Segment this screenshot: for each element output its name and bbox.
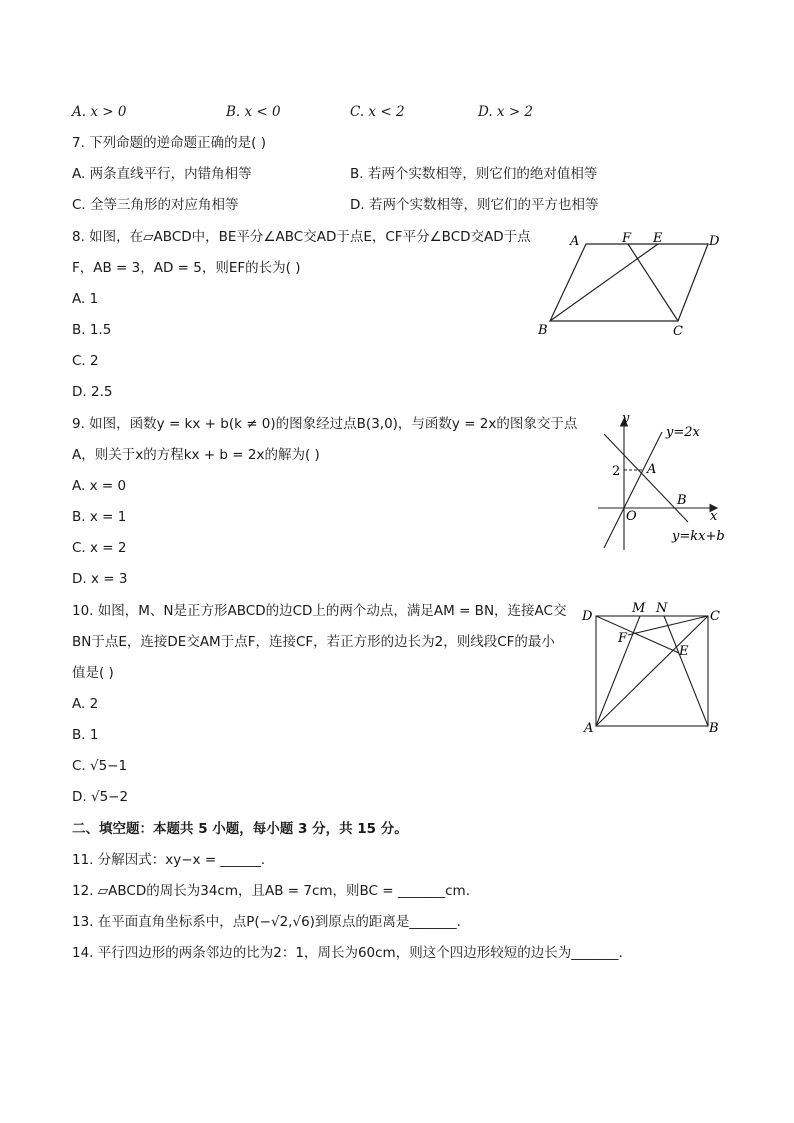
- q10-option-b: B. 1: [72, 727, 99, 743]
- q6-option-d: D. x > 2: [478, 104, 534, 120]
- q12-text: 12. ▱ABCD的周长为34cm，且AB = 7cm，则BC = _______cm.: [72, 883, 470, 899]
- q8-option-c: C. 2: [72, 353, 99, 369]
- label-a: A: [647, 462, 657, 477]
- axis-label-y: y: [622, 412, 630, 426]
- label-c: C: [710, 609, 720, 624]
- q8-option-b: B. 1.5: [72, 322, 112, 338]
- q8-parallelogram-figure: [530, 228, 730, 343]
- q14-text: 14. 平行四边形的两条邻边的比为2：1，周长为60cm，则这个四边形较短的边长为_______.: [72, 945, 623, 961]
- label-f: F: [618, 631, 628, 646]
- q9-stem-line2: A，则关于x的方程kx + b = 2x的解为( ): [72, 447, 320, 463]
- q6-option-c: C. x < 2: [350, 104, 405, 120]
- label-b: B: [709, 721, 719, 736]
- q10-option-a: A. 2: [72, 696, 99, 712]
- label-e: E: [679, 644, 689, 659]
- q7-option-c: C. 全等三角形的对应角相等: [72, 197, 239, 213]
- q10-option-d: D. √5−2: [72, 789, 129, 805]
- q8-stem-line2: F，AB = 3，AD = 5，则EF的长为( ): [72, 260, 301, 276]
- label-n: N: [656, 601, 668, 616]
- label-a: A: [570, 234, 580, 249]
- label-b: B: [538, 323, 548, 338]
- label-m: M: [632, 601, 646, 616]
- q10-stem-line1: 10. 如图，M、N是正方形ABCD的边CD上的两个动点，满足AM = BN，连接AC交: [72, 603, 567, 619]
- q8-option-a: A. 1: [72, 291, 99, 307]
- axis-label-x: x: [710, 509, 718, 524]
- label-y-kx-b: y=kx+b: [672, 529, 725, 544]
- label-b: B: [677, 493, 687, 508]
- segment-bn: [664, 616, 708, 726]
- q8-option-d: D. 2.5: [72, 384, 113, 400]
- q7-option-b: B. 若两个实数相等，则它们的绝对值相等: [350, 166, 598, 182]
- q7-option-a: A. 两条直线平行，内错角相等: [72, 166, 252, 182]
- q9-function-graph: [590, 412, 730, 557]
- q10-stem-line2: BN于点E，连接DE交AM于点F，连接CF，若正方形的边长为2，则线段CF的最小: [72, 634, 555, 650]
- q6-option-a: A. x > 0: [72, 104, 127, 120]
- q9-option-b: B. x = 1: [72, 509, 127, 525]
- label-o: O: [626, 509, 637, 524]
- section-2-heading: 二、填空题：本题共 5 小题，每小题 3 分，共 15 分。: [72, 821, 408, 837]
- q7-stem: 7. 下列命题的逆命题正确的是( ): [72, 135, 266, 151]
- label-e: E: [653, 231, 663, 246]
- label-c: C: [673, 324, 683, 339]
- parallelogram-abcd: [550, 244, 708, 321]
- q9-option-a: A. x = 0: [72, 478, 127, 494]
- label-d: D: [582, 609, 593, 624]
- segment-cf: [628, 616, 708, 635]
- q7-option-d: D. 若两个实数相等，则它们的平方也相等: [350, 197, 599, 213]
- label-a: A: [584, 721, 594, 736]
- line-y-2x: [604, 432, 662, 548]
- bisector-be: [550, 244, 658, 321]
- q11-text: 11. 分解因式：xy−x = ______.: [72, 852, 266, 868]
- q6-option-b: B. x < 0: [226, 104, 281, 120]
- tick-label-2: 2: [612, 464, 621, 479]
- label-f: F: [622, 231, 632, 246]
- q9-option-c: C. x = 2: [72, 540, 127, 556]
- q13-text: 13. 在平面直角坐标系中，点P(−√2,√6)到原点的距离是_______.: [72, 914, 461, 930]
- q10-option-c: C. √5−1: [72, 758, 128, 774]
- q10-stem-line3: 值是( ): [72, 665, 114, 681]
- label-d: D: [709, 234, 720, 249]
- bisector-cf: [628, 244, 678, 321]
- q10-square-figure: [578, 598, 728, 738]
- label-y-2x: y=2x: [666, 425, 700, 440]
- q9-option-d: D. x = 3: [72, 571, 128, 587]
- diagonal-ac: [596, 616, 708, 726]
- q9-stem-line1: 9. 如图，函数y = kx + b(k ≠ 0)的图象经过点B(3,0)，与函数y = 2x的图象交于点: [72, 416, 578, 432]
- q8-stem-line1: 8. 如图，在▱ABCD中，BE平分∠ABC交AD于点E，CF平分∠BCD交AD于点: [72, 229, 531, 245]
